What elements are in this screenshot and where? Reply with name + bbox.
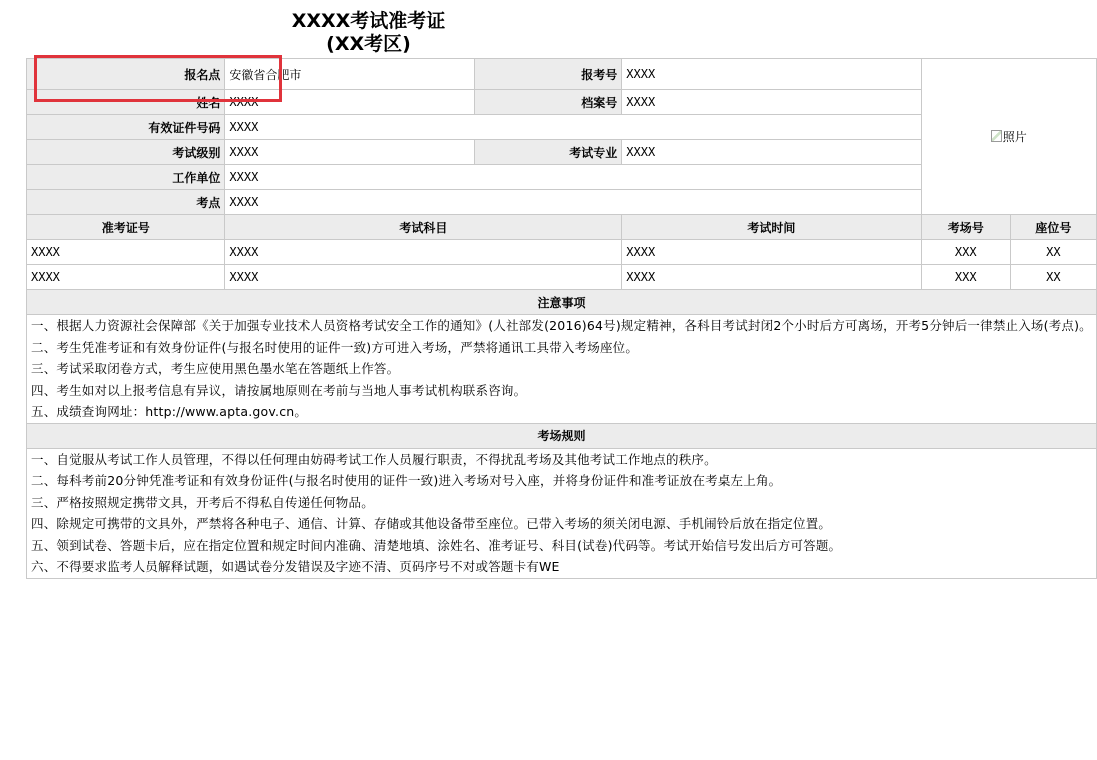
rule-item: 六、不得要求监考人员解释试题，如遇试卷分发错误及字迹不清、页码序号不对或答题卡有WE (31, 559, 560, 574)
schedule-header: 考试科目 (225, 215, 622, 240)
major-label: 考试专业 (475, 140, 622, 165)
seat-cell: XX (1010, 240, 1096, 265)
rule-item: 二、每科考前20分钟凭准考证和有效身份证件(与报名时使用的证件一致)进入考场对号入座，并将身份证件和准考证放在考桌左上角。 (31, 473, 782, 488)
site-label: 考点 (27, 190, 225, 215)
schedule-header: 座位号 (1010, 215, 1096, 240)
schedule-header: 准考证号 (27, 215, 225, 240)
file-no-value: XXXX (622, 90, 921, 115)
room-cell: XXX (921, 265, 1010, 290)
photo-placeholder (921, 59, 1096, 215)
rule-item: 三、严格按照规定携带文具，开考后不得私自传递任何物品。 (31, 494, 374, 510)
reg-point-label: 报名点 (27, 59, 225, 90)
subject-cell: XXXX (225, 240, 622, 265)
rule-item: 四、除规定可携带的文具外，严禁将各种电子、通信、计算、存储或其他设备带至座位。已带入考场的须关闭电源、手机闹铃后放在指定位置。 (31, 516, 832, 531)
id-label: 有效证件号码 (27, 115, 225, 140)
subject-cell: XXXX (225, 265, 622, 290)
level-label: 考试级别 (27, 140, 225, 165)
ticket-no-cell: XXXX (27, 240, 225, 265)
table-row (27, 265, 1097, 290)
table-row (27, 240, 1097, 265)
level-value: XXXX (225, 140, 475, 165)
major-value: XXXX (622, 140, 921, 165)
employer-value: XXXX (225, 165, 921, 190)
schedule-header: 考试时间 (622, 215, 921, 240)
reg-no-label: 报考号 (475, 59, 622, 90)
file-no-label: 档案号 (475, 90, 622, 115)
rules-title: 考场规则 (27, 423, 1097, 448)
notice-item: 二、考生凭准考证和有效身份证件(与报名时使用的证件一致)方可进入考场，严禁将通讯工具带入考场座位。 (31, 339, 639, 355)
name-value: XXXX (225, 90, 475, 115)
reg-point-value: 安徽省合肥市 (225, 59, 475, 90)
schedule-header: 考场号 (921, 215, 1010, 240)
reg-no-value: XXXX (622, 59, 921, 90)
notice-item: 一、根据人力资源社会保障部《关于加强专业技术人员资格考试安全工作的通知》(人社部发(2016)64号)规定精神，各科目考试封闭2个小时后方可离场，开考5分钟后一律禁止入场(考点)。 (31, 318, 1092, 333)
time-cell: XXXX (622, 265, 921, 290)
notice-title: 注意事项 (27, 290, 1097, 315)
notice-list (27, 315, 1097, 424)
name-label: 姓名 (27, 90, 225, 115)
rules-list (27, 448, 1097, 578)
highlight-annotation-box (34, 55, 282, 102)
ticket-no-cell: XXXX (27, 265, 225, 290)
page-subtitle: (XX考区) (326, 33, 411, 55)
rule-item: 一、自觉服从考试工作人员管理，不得以任何理由妨碍考试工作人员履行职责，不得扰乱考场及其他考试工作地点的秩序。 (31, 451, 717, 467)
site-value: XXXX (225, 190, 921, 215)
seat-cell: XX (1010, 265, 1096, 290)
employer-label: 工作单位 (27, 165, 225, 190)
room-cell: XXX (921, 240, 1010, 265)
page-title: XXXX考试准考证 (291, 10, 446, 32)
notice-item: 三、考试采取闭卷方式，考生应使用黑色墨水笔在答题纸上作答。 (31, 361, 400, 376)
notice-item: 四、考生如对以上报考信息有异议，请按属地原则在考前与当地人事考试机构联系咨询。 (31, 382, 527, 398)
rule-item: 五、领到试卷、答题卡后，应在指定位置和规定时间内准确、清楚地填、涂姓名、准考证号、科目(试卷)代码等。考试开始信号发出后方可答题。 (31, 537, 842, 553)
id-value: XXXX (225, 115, 921, 140)
ticket-table (26, 58, 1097, 579)
broken-image-icon (991, 130, 1002, 142)
notice-item: 五、成绩查询网址：http://www.apta.gov.cn。 (31, 404, 308, 419)
time-cell: XXXX (622, 240, 921, 265)
photo-alt-text: 照片 (1002, 130, 1027, 144)
